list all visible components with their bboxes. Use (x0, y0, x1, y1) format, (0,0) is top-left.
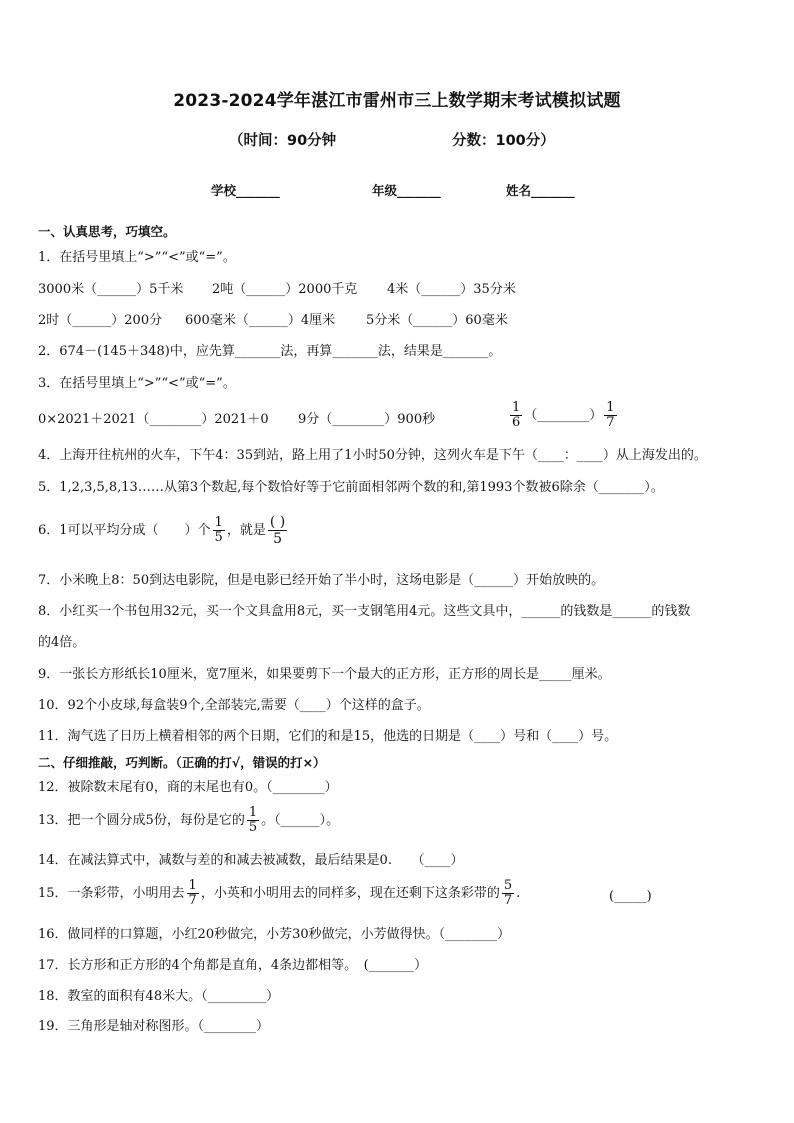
q1-item-6: 5分米（______）60毫米 (366, 313, 508, 328)
q15-answer-blank: (_____) (609, 889, 652, 904)
question-7: 7．小米晚上8：50到达电影院，但是电影已经开始了半小时，这场电影是（______）开始放映的。 (38, 573, 605, 588)
question-17: 17．长方形和正方形的4个角都是直角，4条边都相等。 (_______） (38, 958, 428, 973)
school-field: 学校_______ (211, 183, 280, 198)
q1-item-3: 4米（______）35分米 (387, 282, 516, 297)
question-10: 10．92个小皮球,每盒装9个,全部装完,需要（____）个这样的盒子。 (38, 698, 430, 713)
question-4: 4．上海开往杭州的火车，下午4：35到站，路上用了1小时50分钟，这列火车是下午（____：____）从上海发出的。 (38, 448, 707, 463)
question-8-continued: 的4倍。 (38, 635, 86, 650)
fraction-one-fifth-q13: $\frac{1}{5}$ (248, 805, 258, 835)
question-15: 15．一条彩带，小明用去 $\frac{1}{7}$ ，小英和小明用去的同样多，现在还剩下这条彩带的 $\frac{5}{7}$ . (38, 878, 521, 908)
question-1: 1．在括号里填上“>”“<”或“=”。 (38, 250, 236, 265)
question-5: 5．1,2,3,5,8,13……从第3个数起,每个数恰好等于它前面相邻两个数的和,第1993个数被6除余（_______）。 (38, 480, 664, 495)
grade-field: 年级_______ (372, 183, 441, 198)
section-1-heading: 一、认真思考，巧填空。 (38, 224, 176, 239)
name-field: 姓名_______ (506, 183, 575, 198)
fraction-blank-over-five: $\frac{( )}{5}$ (269, 514, 286, 547)
q1-item-1: 3000米（______）5千米 (38, 282, 184, 297)
question-19: 19．三角形是轴对称图形。（________） (38, 1019, 270, 1034)
q1-item-4: 2时（______）200分 (38, 313, 163, 328)
question-18: 18．教室的面积有48米大。（_________） (38, 989, 280, 1004)
question-16: 16．做同样的口算题，小红20秒做完，小芳30秒做完，小芳做得快。（________） (38, 927, 511, 942)
question-3: 3．在括号里填上“>”“<”或“=”。 (38, 376, 236, 391)
q3-item-2: 9分（________）900秒 (298, 412, 436, 427)
exam-time: （时间：90分钟 (229, 133, 337, 149)
q1-item-5: 600毫米（______）4厘米 (185, 313, 336, 328)
question-6: 6．1可以平均分成（ ）个 $\frac{1}{5}$ ，就是 $\frac{( )}{5}$ (38, 514, 286, 547)
fraction-one-sixth: $\frac{1}{6}$ (512, 400, 521, 430)
fraction-one-fifth: $\frac{1}{5}$ (214, 515, 223, 545)
question-14: 14．在减法算式中，减数与差的和减去被减数，最后结果是0. （____） (38, 853, 464, 868)
q3-item-1: 0×2021＋2021（________）2021＋0 (38, 412, 269, 427)
q1-item-2: 2吨（______）2000千克 (212, 282, 358, 297)
question-8: 8．小红买一个书包用32元，买一个文具盒用8元，买一支钢笔用4元。这些文具中，______的钱数是______的钱数 (38, 604, 691, 619)
fraction-five-sevenths: $\frac{5}{7}$ (503, 878, 513, 908)
q3-item-3: $\frac{1}{6}$ （________） $\frac{1}{7}$ (512, 400, 615, 430)
question-2: 2．674－(145＋348)中，应先算_______法，再算_______法，结果是_______。 (38, 344, 502, 359)
section-2-heading: 二、仔细推敲，巧判断。（正确的打√，错误的打×） (38, 755, 326, 770)
question-12: 12．被除数末尾有0，商的末尾也有0。（________） (38, 780, 338, 795)
fraction-one-seventh-q15: $\frac{1}{7}$ (188, 878, 197, 908)
exam-title: 2023-2024学年湛江市雷州市三上数学期末考试模拟试题 (173, 91, 621, 111)
question-11: 11．淘气选了日历上横着相邻的两个日期，它们的和是15，他选的日期是（____）号和（____）号。 (38, 729, 618, 744)
exam-score: 分数：100分） (452, 133, 555, 149)
question-13: 13．把一个圆分成5份，每份是它的 $\frac{1}{5}$ 。（______）。 (38, 805, 340, 835)
fraction-one-seventh: $\frac{1}{7}$ (606, 400, 615, 430)
question-9: 9．一张长方形纸长10厘米，宽7厘米，如果要剪下一个最大的正方形，正方形的周长是_____厘米。 (38, 667, 611, 682)
